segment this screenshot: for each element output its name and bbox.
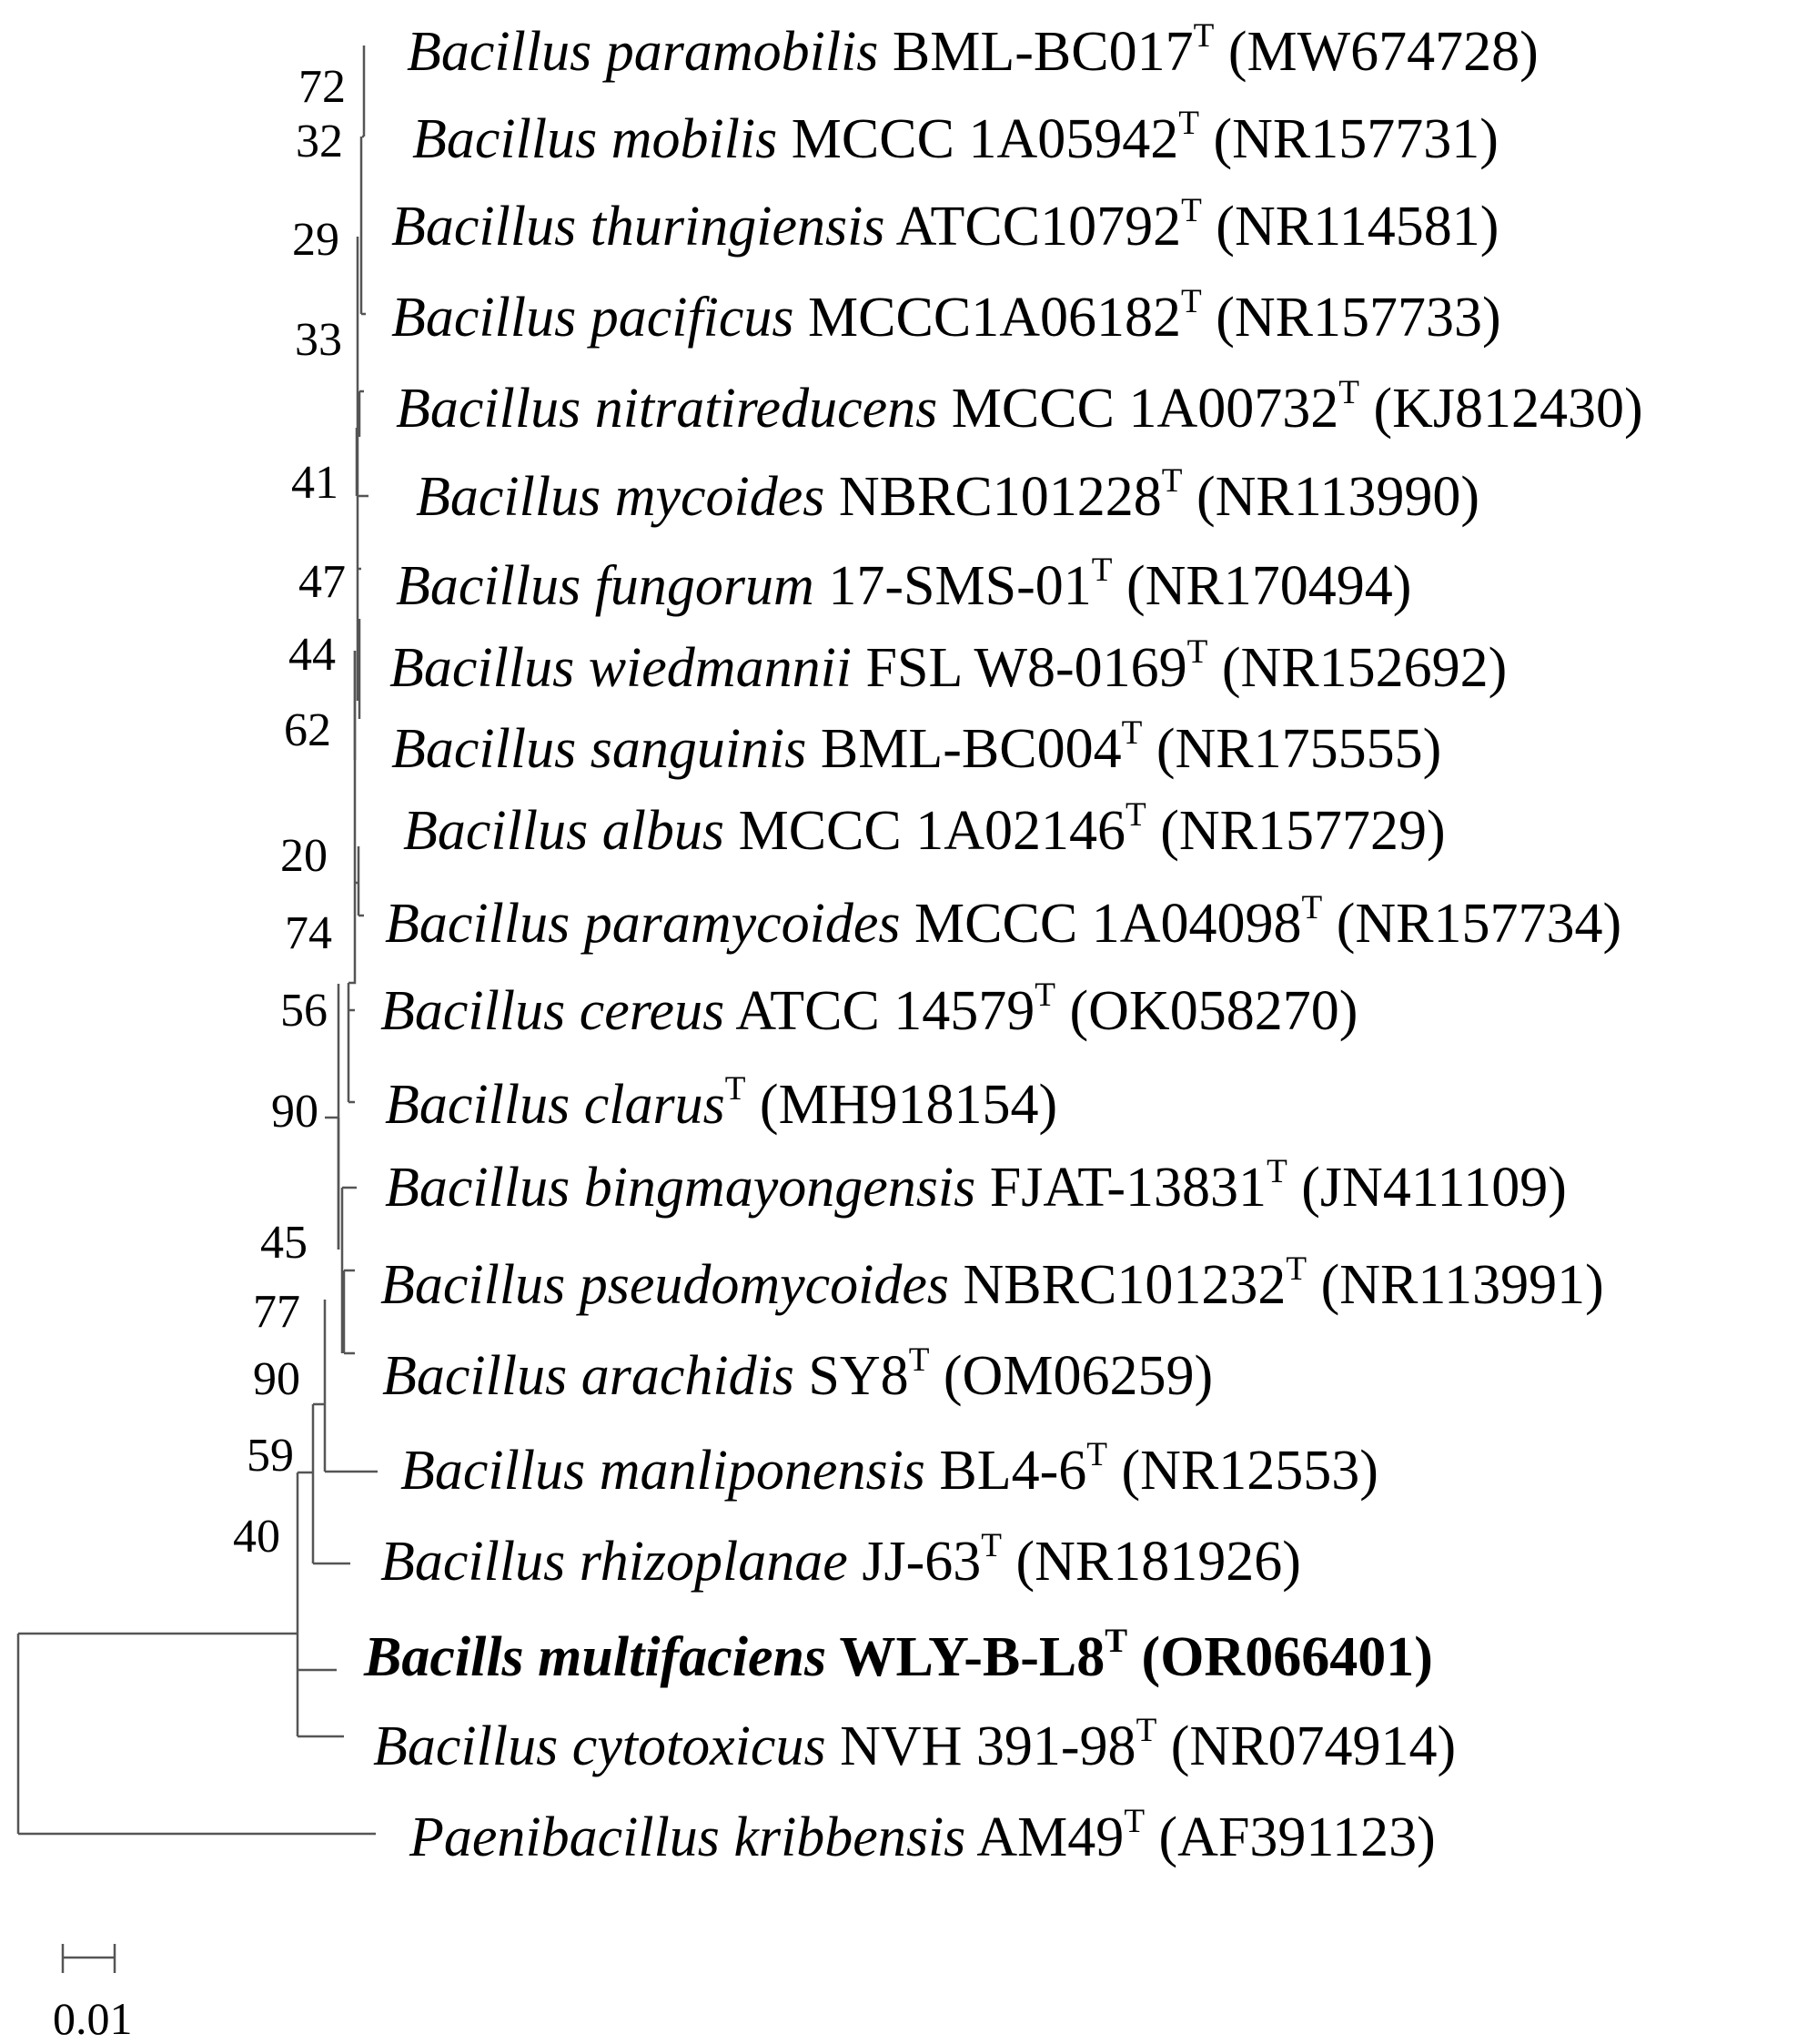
type-strain-mark: T (1124, 1802, 1146, 1840)
accession: (NR175555) (1156, 718, 1442, 780)
accession: (NR157729) (1160, 800, 1446, 862)
species-name: Bacillus albus (403, 800, 725, 862)
type-strain-mark: T (1181, 282, 1202, 320)
accession: (NR157733) (1216, 287, 1501, 349)
taxon-label (380, 1526, 1301, 1593)
strain: BML-BC004 (820, 718, 1122, 780)
accession: (NR181926) (1015, 1531, 1301, 1593)
taxon-label (391, 282, 1501, 349)
taxon-label (409, 1802, 1436, 1868)
accession: (MH918154) (759, 1074, 1058, 1136)
strain: BML-BC017 (892, 21, 1194, 83)
accession: (OR066401) (1141, 1626, 1433, 1688)
species-name: Bacillus cytotoxicus (373, 1715, 826, 1777)
taxon-label (385, 1152, 1567, 1219)
strain: ATCC10792 (895, 196, 1182, 258)
type-strain-mark: T (1193, 16, 1215, 55)
bootstrap-value: 29 (292, 214, 339, 266)
type-strain-mark: T (1136, 1711, 1157, 1749)
species-name: Bacills multifaciens (364, 1626, 827, 1688)
type-strain-mark: T (1121, 713, 1143, 752)
species-name: Paenibacillus kribbensis (409, 1806, 966, 1868)
strain: MCCC1A06182 (808, 287, 1182, 349)
bootstrap-value: 20 (280, 830, 328, 882)
accession: (NR113991) (1320, 1254, 1604, 1316)
strain: JJ-63 (862, 1531, 982, 1593)
accession: (MW674728) (1227, 21, 1539, 83)
strain: AM49 (976, 1806, 1125, 1868)
bootstrap-value: 74 (285, 907, 332, 959)
type-strain-mark: T (1035, 976, 1056, 1014)
taxon-label (380, 976, 1358, 1042)
bootstrap-value: 33 (295, 314, 342, 366)
accession: (NR113990) (1196, 466, 1480, 528)
strain: 17-SMS-01 (828, 555, 1092, 617)
bootstrap-value: 72 (298, 61, 346, 113)
bootstrap-value: 62 (284, 704, 331, 756)
taxon-label (400, 1435, 1378, 1502)
taxon-label (391, 191, 1499, 258)
accession: (AF391123) (1158, 1806, 1436, 1868)
strain: FJAT-13831 (989, 1157, 1267, 1219)
accession: (NR074914) (1170, 1715, 1457, 1777)
species-name: Bacillus sanguinis (391, 718, 807, 780)
bootstrap-value: 59 (247, 1430, 294, 1482)
scale-bar-label: 0.01 (53, 1993, 133, 2044)
bootstrap-value: 45 (260, 1217, 308, 1269)
strain: MCCC 1A04098 (914, 893, 1302, 955)
strain: SY8 (808, 1345, 909, 1407)
species-name: Bacillus wiedmannii (389, 637, 853, 699)
taxon-label (396, 551, 1412, 617)
bootstrap-value: 47 (298, 556, 346, 608)
taxon-label (385, 1069, 1058, 1136)
bootstrap-value: 90 (271, 1086, 318, 1138)
taxon-label (382, 1341, 1214, 1407)
type-strain-mark: T (1267, 1152, 1287, 1190)
species-name: Bacillus clarus (385, 1074, 725, 1136)
species-name: Bacillus paramobilis (407, 21, 879, 83)
strain: WLY-B-L8 (839, 1626, 1105, 1688)
type-strain-mark: T (1161, 461, 1183, 500)
bootstrap-value: 41 (291, 457, 338, 509)
taxon-label (416, 461, 1480, 528)
type-strain-mark: T (908, 1341, 930, 1379)
taxon-label (373, 1711, 1457, 1777)
strain: FSL W8-0169 (865, 637, 1187, 699)
bootstrap-value: 40 (233, 1511, 280, 1563)
type-strain-mark: T (1126, 795, 1146, 834)
scale-bar (63, 1944, 115, 1973)
type-strain-mark: T (1301, 888, 1323, 926)
species-name: Bacillus thuringiensis (391, 196, 885, 258)
accession: (NR157734) (1336, 893, 1622, 955)
type-strain-mark: T (724, 1069, 746, 1108)
strain: MCCC 1A02146 (738, 800, 1126, 862)
strain: MCCC 1A00732 (951, 378, 1339, 440)
bootstrap-value: 44 (288, 629, 336, 681)
type-strain-mark: T (981, 1526, 1002, 1564)
strain: NBRC101232 (963, 1254, 1287, 1316)
accession: (NR12553) (1121, 1440, 1378, 1502)
species-name: Bacillus pseudomycoides (380, 1254, 950, 1316)
species-name: Bacillus bingmayongensis (385, 1157, 976, 1219)
species-name: Bacillus nitratireducens (396, 378, 938, 440)
species-name: Bacillus mycoides (416, 466, 825, 528)
species-name: Bacillus mobilis (412, 108, 778, 170)
species-name: Bacillus fungorum (396, 555, 814, 617)
species-name: Bacillus manliponensis (400, 1440, 925, 1502)
type-strain-mark: T (1086, 1435, 1108, 1473)
species-name: Bacillus pacificus (391, 287, 794, 349)
taxon-label (391, 713, 1442, 780)
type-strain-mark: T (1286, 1250, 1307, 1288)
type-strain-mark: T (1091, 551, 1113, 589)
species-name: Bacillus arachidis (382, 1345, 794, 1407)
taxon-label (403, 795, 1446, 862)
bootstrap-value: 90 (253, 1353, 300, 1405)
bootstrap-value: 56 (280, 985, 328, 1037)
taxon-label (389, 632, 1508, 699)
bootstrap-value: 32 (296, 116, 343, 167)
taxon-label (412, 104, 1499, 170)
taxon-label-highlighted (364, 1622, 1433, 1688)
taxon-label (380, 1250, 1604, 1316)
strain: MCCC 1A05942 (791, 108, 1179, 170)
accession: (JN411109) (1301, 1157, 1567, 1219)
species-name: Bacillus cereus (380, 980, 725, 1042)
accession: (NR152692) (1221, 637, 1508, 699)
type-strain-mark: T (1186, 632, 1208, 671)
type-strain-mark: T (1338, 373, 1359, 411)
type-strain-mark: T (1181, 191, 1202, 229)
taxon-label (385, 888, 1622, 955)
accession: (OM06259) (943, 1345, 1214, 1407)
strain: ATCC 14579 (735, 980, 1035, 1042)
accession: (NR170494) (1126, 555, 1412, 617)
accession: (NR157731) (1213, 108, 1499, 170)
species-name: Bacillus paramycoides (385, 893, 901, 955)
accession: (KJ812430) (1373, 378, 1643, 440)
strain: NVH 391-98 (840, 1715, 1136, 1777)
type-strain-mark: T (1105, 1622, 1128, 1660)
type-strain-mark: T (1178, 104, 1199, 142)
bootstrap-value: 77 (253, 1286, 300, 1338)
species-name: Bacillus rhizoplanae (380, 1531, 848, 1593)
accession: (NR114581) (1216, 196, 1499, 258)
strain: BL4-6 (939, 1440, 1087, 1502)
accession: (OK058270) (1069, 980, 1358, 1042)
strain: NBRC101228 (838, 466, 1162, 528)
taxon-label (396, 373, 1643, 440)
taxon-label (407, 16, 1539, 83)
